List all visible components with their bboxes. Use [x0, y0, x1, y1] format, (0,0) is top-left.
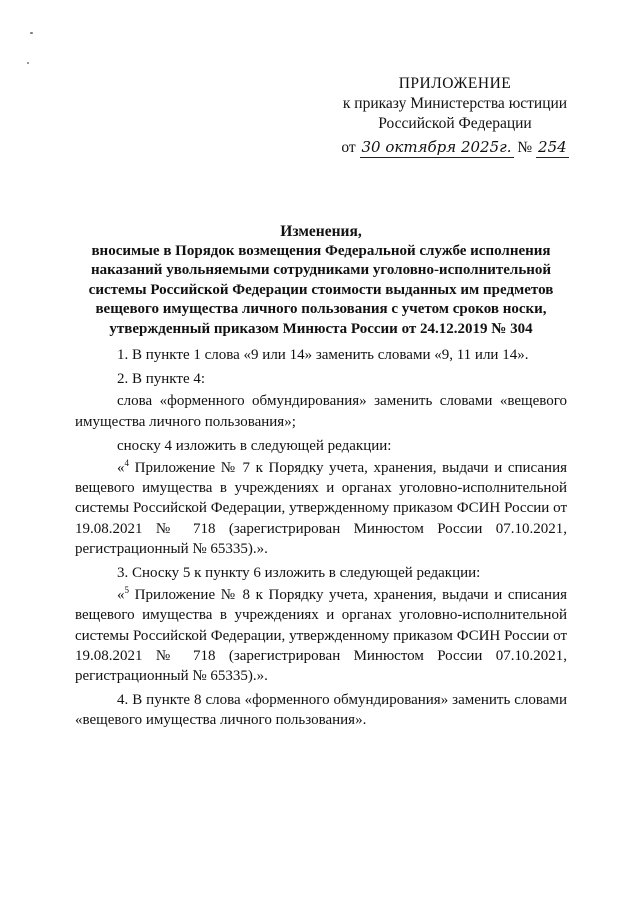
footnote-body: Приложение № 8 к Порядку учета, хранения, выдачи и списания вещевого имущества в учреждениях и органах уголовно-исполнительной системы Российской Федерации, утвержденному приказом ФСИН России от 19.08.2021 № 718 (зарегистрирован Минюстом России 07.10.2021, регистрационный № 65335).». [75, 587, 567, 685]
from-label: от [341, 139, 356, 156]
scan-speck [30, 32, 33, 34]
title-line: вносимые в Порядок возмещения Федеральной службе исполнения [91, 242, 551, 259]
paragraph-4: сноску 4 изложить в следующей редакции: [117, 437, 392, 454]
footnote-marker: 4 [124, 458, 129, 469]
number-label: № [517, 139, 533, 156]
scan-speck [27, 62, 29, 64]
title-line: системы Российской Федерации стоимости выданных им предметов [88, 281, 554, 298]
paragraph-1: 1. В пункте 1 слова «9 или 14» заменить словами «9, 11 или 14». [117, 347, 529, 363]
title-line: вещевого имущества личного пользования с учетом сроков носки, [95, 301, 547, 318]
footnote-body: Приложение № 7 к Порядку учета, хранения, выдачи и списания вещевого имущества в учреждениях и органах уголовно-исполнительной системы Российской Федерации, утвержденному приказом ФСИН России от 19.08.2021 № 718 (зарегистрирован Минюстом России 07.10.2021, регистрационный № 65335).». [75, 460, 567, 557]
handwritten-date: 30 октября 2025г. [361, 138, 512, 156]
order-date-line [330, 137, 580, 158]
title-line: утвержденный приказом Минюста России от 24.12.2019 № 304 [109, 320, 533, 337]
footnote-5-text [75, 585, 567, 686]
appendix-title: ПРИЛОЖЕНИЕ [398, 75, 512, 92]
paragraph-3: слова «форменного обмундирования» заменить словами «вещевого имущества личного пользования»; [75, 393, 567, 430]
open-quote: « [117, 587, 125, 604]
appendix-line-2: Российской Федерации [378, 115, 532, 132]
paragraph-2: 2. В пункте 4: [117, 371, 206, 388]
title-heading: Изменения, [280, 223, 362, 240]
document-title [75, 222, 567, 340]
handwritten-number: 254 [538, 138, 567, 156]
appendix-line-1: к приказу Министерства юстиции [342, 95, 568, 112]
open-quote: « [117, 460, 125, 477]
title-line: наказаний увольняемыми сотрудниками уголовно-исполнительной [90, 262, 552, 279]
appendix-block [330, 74, 580, 158]
document-body [75, 345, 567, 735]
footnote-4-text [75, 458, 567, 559]
footnote-marker: 5 [124, 585, 129, 596]
paragraph-6: 3. Сноску 5 к пункту 6 изложить в следующей редакции: [117, 565, 481, 582]
paragraph-8: 4. В пункте 8 слова «форменного обмундирования» заменить словами «вещевого имущества личного пользования». [75, 692, 567, 729]
